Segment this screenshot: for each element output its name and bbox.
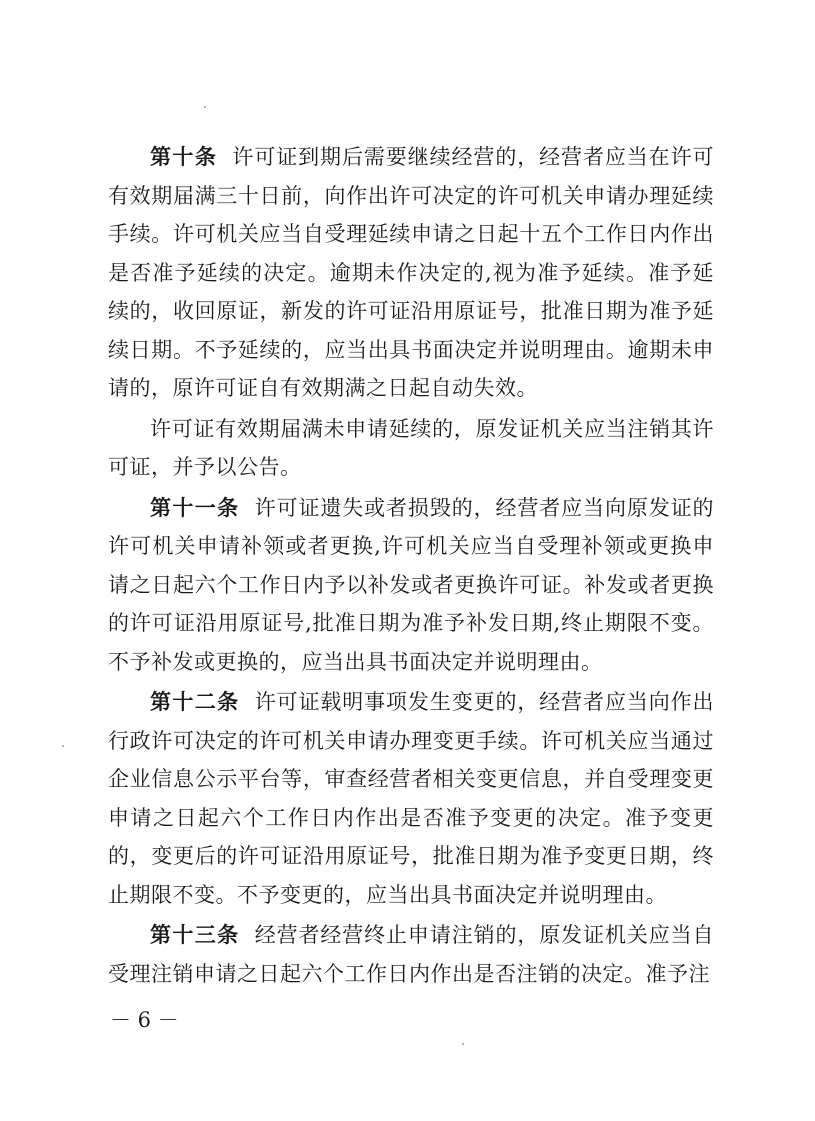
article-heading: 第十二条 bbox=[150, 690, 240, 714]
scan-speck bbox=[462, 1043, 464, 1045]
page-number: － 6 － bbox=[110, 1008, 179, 1032]
article-10-second-paragraph bbox=[108, 410, 714, 487]
article-text: 许可证到期后需要继续经营的，经营者应当在许可有效期届满三十日前，向作出许可决定的许可机关申请办理延续手续。许可机关应当自受理延续申请之日起十五个工作日内作出是否准予延续的决定。逾期未作决定的,视为准予延续。准予延续的，收回原证，新发的许可证沿用原证号，批准日期为准予延续日期。不予延续的，应当出具书面决定并说明理由。逾期未申请的，原许可证自有效期满之日起自动失效。 bbox=[108, 145, 714, 400]
article-heading: 第十三条 bbox=[150, 923, 240, 947]
article-13-paragraph bbox=[108, 916, 714, 993]
article-10-paragraph bbox=[108, 138, 714, 408]
article-11-paragraph bbox=[108, 489, 714, 682]
scan-speck bbox=[204, 106, 206, 108]
article-heading: 第十一条 bbox=[150, 495, 240, 520]
article-12-paragraph bbox=[108, 683, 714, 914]
article-text: 许可证遗失或者损毁的，经营者应当向原发证的许可机关申请补领或者更换,许可机关应当自受理补领或更换申请之日起六个工作日内予以补发或者更换许可证。补发或者更换的许可证沿用原证号,批准日期为准予补发日期,终止期限不变。不予补发或更换的，应当出具书面决定并说明理由。 bbox=[108, 495, 715, 674]
document-body bbox=[108, 138, 714, 993]
article-text: 经营者经营终止申请注销的，原发证机关应当自受理注销申请之日起六个工作日内作出是否注销的决定。准予注 bbox=[108, 923, 715, 986]
article-text: 许可证载明事项发生变更的，经营者应当向作出行政许可决定的许可机关申请办理变更手续。许可机关应当通过企业信息公示平台等，审查经营者相关变更信息，并自受理变更申请之日起六个工作日内作出是否准予变更的决定。准予变更的，变更后的许可证沿用原证号，批准日期为准予变更日期，终止期限不变。不予变更的，应当出具书面决定并说明理由。 bbox=[108, 690, 715, 907]
scan-speck bbox=[62, 745, 64, 747]
paragraph-text: 许可证有效期届满未申请延续的，原发证机关应当注销其许可证，并予以公告。 bbox=[108, 416, 714, 479]
article-heading: 第十条 bbox=[150, 145, 218, 169]
